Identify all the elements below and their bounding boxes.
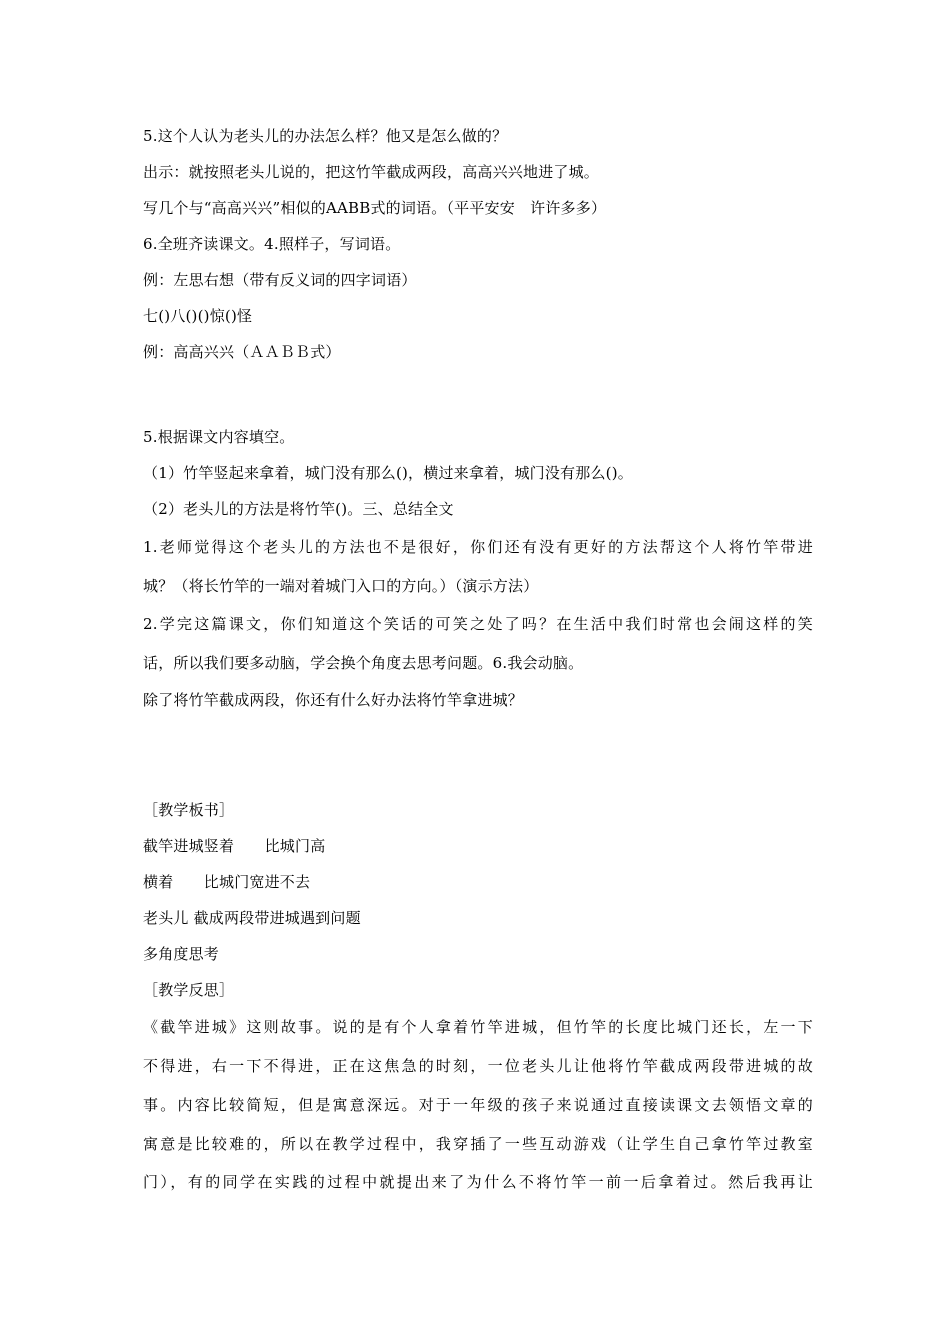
section-heading-board: ［教学板书］ xyxy=(143,801,235,819)
text-line: 《截竿进城》这则故事。说的是有个人拿着竹竿进城，但竹竿的长度比城门还长，左一下 xyxy=(143,1018,813,1036)
section-heading-reflection: ［教学反思］ xyxy=(143,981,235,999)
text-line: 老头儿 截成两段带进城遇到问题 xyxy=(143,909,361,927)
text-line: （1）竹竿竖起来拿着，城门没有那么()，横过来拿着，城门没有那么()。 xyxy=(143,464,633,482)
text-line: 事。内容比较简短，但是寓意深远。对于一年级的孩子来说通过直接读课文去领悟文章的 xyxy=(143,1096,813,1114)
text-line: 话，所以我们要多动脑，学会换个角度去思考问题。6.我会动脑。 xyxy=(143,654,584,672)
text-line: 门），有的同学在实践的过程中就提出来了为什么不将竹竿一前一后拿着过。然后我再让 xyxy=(143,1173,813,1191)
text-line: 截竿进城竖着 比城门高 xyxy=(143,837,326,855)
text-line: 城？（将长竹竿的一端对着城门入口的方向。）（演示方法） xyxy=(143,577,539,595)
text-line: 2.学完这篇课文，你们知道这个笑话的可笑之处了吗？在生活中我们时常也会闹这样的笑 xyxy=(143,615,813,633)
text-line: 多角度思考 xyxy=(143,945,220,963)
text-line: 1.老师觉得这个老头儿的方法也不是很好，你们还有没有更好的方法帮这个人将竹竿带进 xyxy=(143,538,813,556)
text-line: 6.全班齐读课文。4.照样子，写词语。 xyxy=(143,235,401,253)
text-line: 寓意是比较难的，所以在教学过程中，我穿插了一些互动游戏（让学生自己拿竹竿过教室 xyxy=(143,1135,813,1153)
text-line: 七()八()()惊()怪 xyxy=(143,307,253,325)
text-line: 横着 比城门宽进不去 xyxy=(143,873,311,891)
text-line: 例：高高兴兴（ＡＡＢＢ式） xyxy=(143,343,341,361)
text-line: 除了将竹竿截成两段，你还有什么好办法将竹竿拿进城？ xyxy=(143,691,524,709)
text-line: 出示：就按照老头儿说的，把这竹竿截成两段，高高兴兴地进了城。 xyxy=(143,163,600,181)
text-line: 不得进，右一下不得进，正在这焦急的时刻，一位老头儿让他将竹竿截成两段带进城的故 xyxy=(143,1057,813,1075)
text-line: 例：左思右想（带有反义词的四字词语） xyxy=(143,271,417,289)
text-line: 5.这个人认为老头儿的办法怎么样？他又是怎么做的？ xyxy=(143,127,508,145)
text-line: 写几个与“高高兴兴”相似的AABB式的词语。（平平安安 许许多多） xyxy=(143,199,607,217)
text-line: 5.根据课文内容填空。 xyxy=(143,428,295,446)
text-line: （2）老头儿的方法是将竹竿()。三、总结全文 xyxy=(143,500,454,518)
